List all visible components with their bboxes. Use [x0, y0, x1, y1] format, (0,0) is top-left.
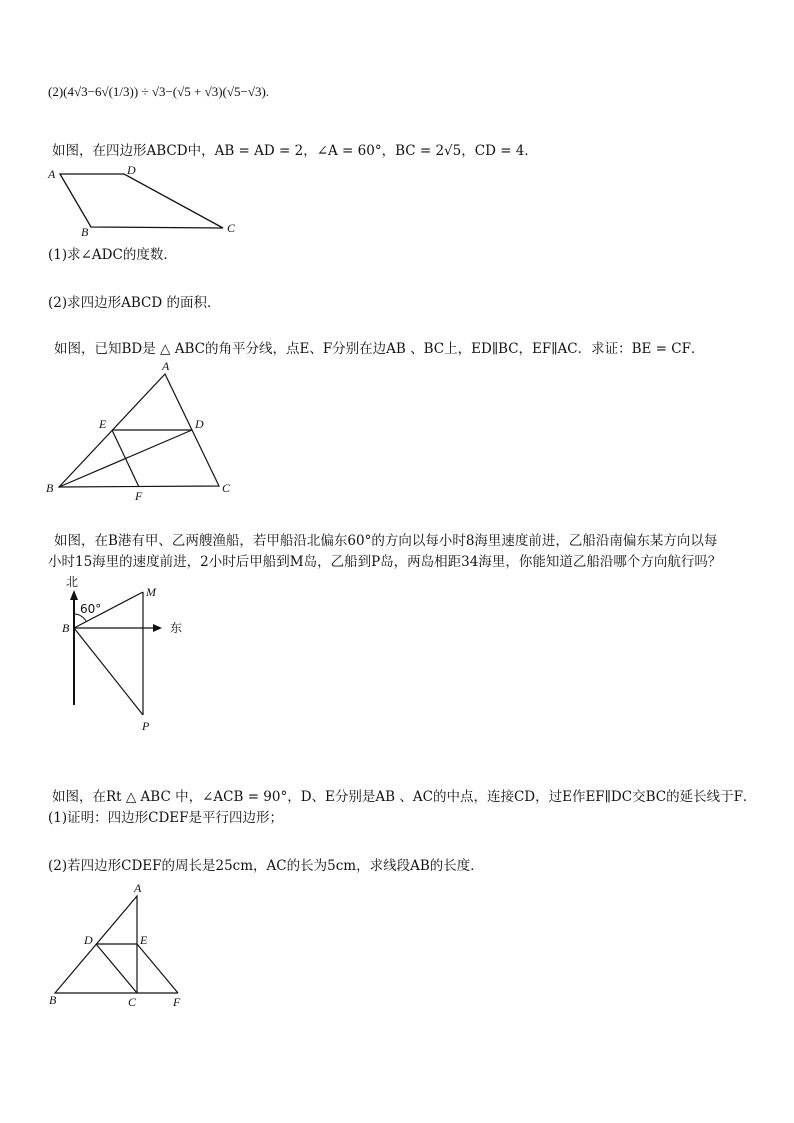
q4-line1: 如图，在B港有甲、乙两艘渔船，若甲船沿北偏东60°的方向以每小时8海里速度前进，乙船沿南偏东某方向以每: [54, 533, 718, 549]
q5-label-b: B: [49, 993, 57, 1007]
q5-label-a: A: [134, 881, 142, 895]
q5-label-d: D: [84, 933, 93, 947]
q4-label-east: 东: [170, 621, 183, 635]
q2-label-b: B: [81, 225, 89, 239]
q5-part1: (1)证明：四边形CDEF是平行四边形；: [48, 810, 283, 826]
q2-part1: (1)求∠ADC的度数．: [48, 247, 177, 263]
q3-stem: 如图，已知BD是 △ ABC的角平分线，点E、F分别在边AB 、BC上，ED∥BC，EF∥AC．求证：BE = CF．: [54, 341, 705, 357]
q3-label-c: C: [222, 481, 231, 495]
q5-stem: 如图，在Rt △ ABC 中，∠ACB = 90°，D、E分别是AB 、AC的中点，连接CD，过E作EF∥DC交BC的延长线于F．: [52, 789, 757, 805]
q2-stem: 如图，在四边形ABCD中，AB = AD = 2，∠A = 60°，BC = 2√5，CD = 4．: [52, 143, 538, 159]
q4-label-angle: 60°: [80, 602, 102, 616]
q4-label-m: M: [146, 585, 156, 599]
q1-expression: (2)(4√3−6√(1/3)) ÷ √3−(√5 + √3)(√5−√3).: [48, 84, 270, 99]
q3-label-f: F: [135, 489, 143, 503]
q2-part2: (2)求四边形ABCD 的面积．: [48, 295, 221, 311]
q5-part2: (2)若四边形CDEF的周长是25cm，AC的长为5cm，求线段AB的长度．: [48, 858, 484, 874]
q3-label-a: A: [162, 359, 170, 373]
q5-segment-dc: [96, 944, 137, 993]
q4-label-b: B: [62, 621, 70, 635]
q5-label-e: E: [140, 933, 148, 947]
q4-label-p: P: [142, 719, 150, 733]
q3-label-d: D: [195, 417, 204, 431]
q4-label-north: 北: [66, 575, 79, 589]
q3-label-e: E: [99, 417, 107, 431]
q2-label-d: D: [127, 163, 136, 177]
q5-label-c: C: [128, 995, 137, 1009]
q2-label-c: C: [227, 221, 236, 235]
q5-label-f: F: [173, 995, 181, 1009]
q3-label-b: B: [46, 481, 54, 495]
q5-segment-ef: [137, 944, 178, 993]
q2-label-a: A: [48, 167, 56, 181]
q4-line2: 小时15海里的速度前进，2小时后甲船到M岛，乙船到P岛，两岛相距34海里，你能知道乙船沿哪个方向航行吗？: [48, 554, 722, 570]
